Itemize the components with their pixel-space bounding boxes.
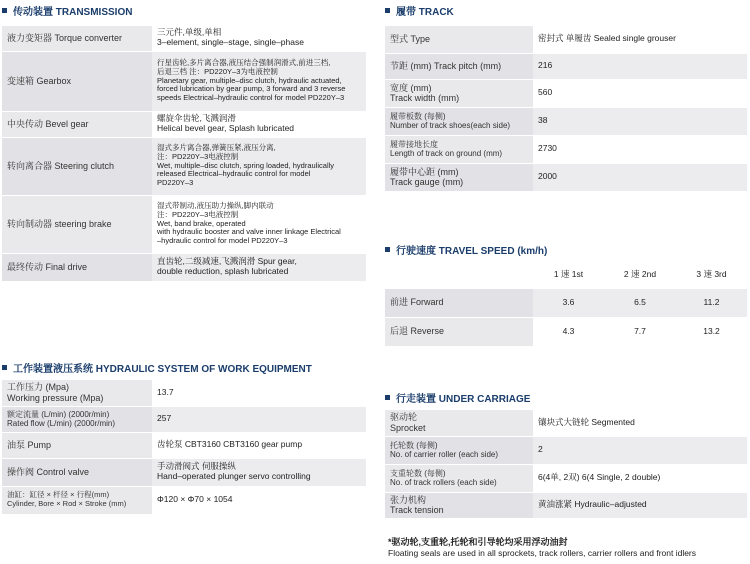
table-row-label: 变速箱 Gearbox xyxy=(2,51,152,111)
undercarriage-section xyxy=(385,390,747,519)
speed-header-empty xyxy=(385,262,533,288)
table-row-label: 驱动轮 Sprocket xyxy=(385,410,533,436)
transmission-title: 传动装置 TRANSMISSION xyxy=(2,3,366,17)
speed-value: 11.2 xyxy=(676,288,747,317)
table-row-label: 履带中心距 (mm) Track gauge (mm) xyxy=(385,163,533,191)
speed-header: 1 速 1st xyxy=(533,262,604,288)
table-row-value: 手动滑阀式 伺服操纵 Hand–operated plunger servo controlling xyxy=(152,458,366,486)
table-row-label: 张力机构 Track tension xyxy=(385,492,533,518)
table-row-value: 三元件,单级,单相 3–element, single–stage, single–phase xyxy=(152,26,366,51)
table-row-label: 节距 (mm) Track pitch (mm) xyxy=(385,53,533,79)
table-row-label: 工作压力 (Mpa) Working pressure (Mpa) xyxy=(2,380,152,406)
table-row-label: 油泵 Pump xyxy=(2,432,152,458)
track-table xyxy=(385,26,747,192)
table-row-value: 行星齿轮,多片离合器,液压结合强制润滑式,前进三档, 后退三档 注：PD220Y–3为电液控制 Planetary gear, multiple–disc clutch, hydraulic actuated, forced lubrication by gear pump, 3 forward and 3 reverse speeds Electrical–hydraulic control for model PD220Y–3 xyxy=(152,51,366,111)
bullet-icon xyxy=(2,365,7,370)
bullet-icon xyxy=(385,395,390,400)
bullet-icon xyxy=(385,8,390,13)
table-row-label: 前进 Forward xyxy=(385,288,533,317)
speed-value: 6.5 xyxy=(604,288,676,317)
table-row-value: Φ120 × Φ70 × 1054 xyxy=(152,486,366,514)
speed-header: 3 速 3rd xyxy=(676,262,747,288)
speed-value: 13.2 xyxy=(676,317,747,346)
table-row-label: 最终传动 Final drive xyxy=(2,253,152,281)
hydraulic-section xyxy=(2,360,366,515)
table-row-value: 6(4单, 2双) 6(4 Single, 2 double) xyxy=(533,464,747,492)
table-row-value: 13.7 xyxy=(152,380,366,406)
hydraulic-title: 工作装置液压系统 HYDRAULIC SYSTEM OF WORK EQUIPMENT xyxy=(2,360,366,374)
table-row-label: 支重轮数 (每侧) No. of track rollers (each side) xyxy=(385,464,533,492)
undercarriage-title: 行走装置 UNDER CARRIAGE xyxy=(385,390,747,404)
footnote xyxy=(388,537,748,558)
undercarriage-table xyxy=(385,410,747,519)
table-row-value: 齿轮泵 CBT3160 CBT3160 gear pump xyxy=(152,432,366,458)
bullet-icon xyxy=(385,247,390,252)
table-row-value: 螺旋伞齿轮,飞溅润滑 Helical bevel gear, Splash lubricated xyxy=(152,111,366,137)
table-row-value: 湿式多片离合器,弹簧压紧,液压分离, 注：PD220Y–3电液控制 Wet, multiple–disc clutch, spring loaded, hydraulically released Electrical–hydraulic control for model PD220Y–3 xyxy=(152,137,366,195)
table-row-label: 履带板数 (每侧) Number of track shoes(each side) xyxy=(385,107,533,135)
table-row-value: 2 xyxy=(533,436,747,464)
hydraulic-table xyxy=(2,380,366,515)
table-row-value: 257 xyxy=(152,406,366,432)
table-row-label: 宽度 (mm) Track width (mm) xyxy=(385,79,533,107)
table-row-label: 型式 Type xyxy=(385,26,533,53)
table-row-value: 38 xyxy=(533,107,747,135)
table-row-label: 液力变矩器 Torque converter xyxy=(2,26,152,51)
table-row-label: 转向制动器 steering brake xyxy=(2,195,152,253)
table-row-label: 额定流量 (L/min) (2000r/min) Rated flow (L/min) (2000r/min) xyxy=(2,406,152,432)
speed-header: 2 速 2nd xyxy=(604,262,676,288)
table-row-label: 操作阀 Control valve xyxy=(2,458,152,486)
table-row-value: 216 xyxy=(533,53,747,79)
transmission-table xyxy=(2,26,366,282)
table-row-label: 油缸：缸径 × 杆径 × 行程(mm) Cylinder, Bore × Rod × Stroke (mm) xyxy=(2,486,152,514)
transmission-section xyxy=(2,3,366,282)
table-row-value: 黄油涨紧 Hydraulic–adjusted xyxy=(533,492,747,518)
speed-title: 行驶速度 TRAVEL SPEED (km/h) xyxy=(385,242,747,256)
speed-table xyxy=(385,262,747,347)
table-row-value: 镶块式大链轮 Segmented xyxy=(533,410,747,436)
table-row-label: 托轮数 (每侧) No. of carrier roller (each side) xyxy=(385,436,533,464)
table-row-value: 2730 xyxy=(533,135,747,163)
table-row-value: 直齿轮,二级减速,飞溅润滑 Spur gear, double reduction, splash lubricated xyxy=(152,253,366,281)
footnote-en: Floating seals are used in all sprockets, track rollers, carrier rollers and front idlers xyxy=(388,547,697,558)
table-row-value: 密封式 单履齿 Sealed single grouser xyxy=(533,26,747,53)
table-row-label: 转向离合器 Steering clutch xyxy=(2,137,152,195)
speed-value: 4.3 xyxy=(533,317,604,346)
speed-section xyxy=(385,242,747,347)
track-section xyxy=(385,3,747,192)
table-row-value: 560 xyxy=(533,79,747,107)
table-row-value: 2000 xyxy=(533,163,747,191)
footnote-cn: *驱动轮,支重轮,托轮和引导轮均采用浮动油封 xyxy=(388,537,568,547)
speed-value: 7.7 xyxy=(604,317,676,346)
table-row-label: 履带接地长度 Length of track on ground (mm) xyxy=(385,135,533,163)
table-row-label: 中央传动 Bevel gear xyxy=(2,111,152,137)
bullet-icon xyxy=(2,8,7,13)
track-title: 履带 TRACK xyxy=(385,3,747,17)
table-row-value: 湿式带制动,液压助力操纵,脚内联动 注：PD220Y–3电液控制 Wet, band brake, operated with hydraulic booster and valve inner linkage Electrical –hydraulic control for model PD220Y–3 xyxy=(152,195,366,253)
speed-value: 3.6 xyxy=(533,288,604,317)
table-row-label: 后退 Reverse xyxy=(385,317,533,346)
